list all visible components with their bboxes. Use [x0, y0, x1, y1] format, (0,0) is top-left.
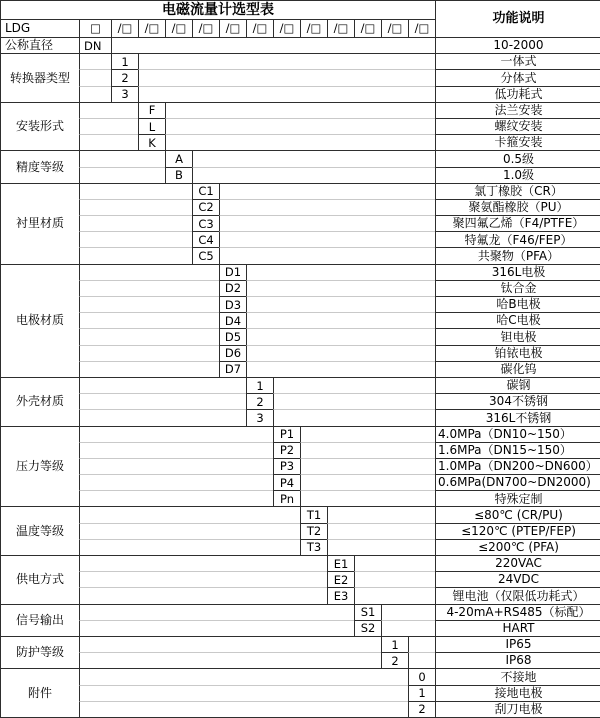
code-cell: C4: [192, 231, 219, 247]
code-cell: P1: [273, 426, 300, 442]
function-cell: 0.6MPa(DN700~DN2000): [435, 474, 600, 490]
code-cell: E3: [327, 587, 354, 603]
empty-cell: [300, 490, 435, 506]
function-cell: 1.6MPa（DN15~150）: [435, 442, 600, 458]
code-cell: 2: [111, 69, 138, 85]
model-code-box-icon: /□: [192, 19, 219, 37]
code-cell: T3: [300, 539, 327, 555]
function-cell: 0.5级: [435, 150, 600, 166]
function-cell: 钛合金: [435, 280, 600, 296]
empty-cell: [79, 442, 273, 458]
empty-cell: [354, 555, 435, 571]
function-cell: 低功耗式: [435, 86, 600, 102]
empty-cell: [79, 393, 246, 409]
function-cell: 哈B电极: [435, 296, 600, 312]
section-label: 防护等级: [1, 636, 79, 668]
function-cell: 316L电极: [435, 264, 600, 280]
empty-cell: [246, 280, 435, 296]
model-code-box-icon: /□: [327, 19, 354, 37]
empty-cell: [79, 215, 192, 231]
function-cell: 钽电极: [435, 328, 600, 344]
section-label: 附件: [1, 668, 79, 717]
code-cell: P4: [273, 474, 300, 490]
function-cell: 哈C电极: [435, 312, 600, 328]
empty-cell: [327, 539, 435, 555]
code-cell: 0: [408, 668, 435, 684]
code-cell: L: [138, 118, 165, 134]
code-cell: F: [138, 102, 165, 118]
empty-cell: [219, 231, 435, 247]
code-cell: P3: [273, 458, 300, 474]
empty-cell: [111, 37, 435, 53]
function-cell: 聚四氟乙烯（F4/PTFE）: [435, 215, 600, 231]
empty-cell: [300, 426, 435, 442]
section-label: 外壳材质: [1, 377, 79, 426]
table-title: 电磁流量计选型表: [162, 1, 274, 18]
empty-cell: [381, 620, 435, 636]
empty-cell: [79, 587, 327, 603]
function-cell: 刮刀电极: [435, 701, 600, 717]
function-cell: 接地电极: [435, 685, 600, 701]
model-prefix: LDG: [1, 19, 79, 37]
function-cell: 碳化钨: [435, 361, 600, 377]
function-cell: 卡箍安装: [435, 134, 600, 150]
code-cell: D1: [219, 264, 246, 280]
section-label: 转换器类型: [1, 53, 79, 102]
empty-cell: [138, 53, 435, 69]
code-cell: K: [138, 134, 165, 150]
function-cell: ≤200℃ (PFA): [435, 539, 600, 555]
empty-cell: [219, 247, 435, 263]
code-cell: T2: [300, 523, 327, 539]
empty-cell: [273, 393, 435, 409]
model-code-box-icon: /□: [219, 19, 246, 37]
empty-cell: [165, 134, 435, 150]
code-cell: 2: [381, 652, 408, 668]
empty-cell: [273, 409, 435, 425]
model-code-box-icon: /□: [111, 19, 138, 37]
section-label: 精度等级: [1, 150, 79, 182]
empty-cell: [79, 328, 219, 344]
empty-cell: [192, 150, 435, 166]
code-cell: 1: [246, 377, 273, 393]
empty-cell: [327, 506, 435, 522]
empty-cell: [354, 587, 435, 603]
empty-cell: [246, 361, 435, 377]
code-cell: D7: [219, 361, 246, 377]
empty-cell: [79, 409, 246, 425]
function-cell: ≤80℃ (CR/PU): [435, 506, 600, 522]
function-cell: 4-20mA+RS485（标配）: [435, 604, 600, 620]
function-cell: ≤120℃ (PTEP/FEP): [435, 523, 600, 539]
function-cell: 220VAC: [435, 555, 600, 571]
function-cell: 一体式: [435, 53, 600, 69]
code-cell: P2: [273, 442, 300, 458]
empty-cell: [79, 167, 165, 183]
model-code-box-icon: /□: [246, 19, 273, 37]
empty-cell: [300, 442, 435, 458]
code-cell: 1: [381, 636, 408, 652]
empty-cell: [381, 604, 435, 620]
section-label: 衬里材质: [1, 183, 79, 264]
code-cell: D2: [219, 280, 246, 296]
function-cell: 24VDC: [435, 571, 600, 587]
section-label: 供电方式: [1, 555, 79, 604]
empty-cell: [138, 69, 435, 85]
empty-cell: [79, 247, 192, 263]
code-cell: B: [165, 167, 192, 183]
empty-cell: [79, 458, 273, 474]
section-label: 安装形式: [1, 102, 79, 151]
model-code-box-icon: /□: [408, 19, 435, 37]
empty-cell: [300, 474, 435, 490]
function-cell: 10-2000: [435, 37, 600, 53]
function-cell: 共聚物（PFA）: [435, 247, 600, 263]
empty-cell: [79, 69, 111, 85]
function-cell: 聚氨酯橡胶（PU）: [435, 199, 600, 215]
empty-cell: [219, 215, 435, 231]
empty-cell: [165, 118, 435, 134]
model-code-box-icon: /□: [300, 19, 327, 37]
code-cell: S2: [354, 620, 381, 636]
empty-cell: [79, 296, 219, 312]
empty-cell: [79, 183, 192, 199]
code-cell: S1: [354, 604, 381, 620]
function-cell: 碳钢: [435, 377, 600, 393]
empty-cell: [79, 264, 219, 280]
code-cell: C2: [192, 199, 219, 215]
section-label: 温度等级: [1, 506, 79, 555]
code-cell: 3: [111, 86, 138, 102]
empty-cell: [79, 490, 273, 506]
empty-cell: [79, 571, 327, 587]
model-code-box-icon: /□: [354, 19, 381, 37]
empty-cell: [79, 685, 408, 701]
empty-cell: [79, 652, 381, 668]
empty-cell: [273, 377, 435, 393]
code-cell: D4: [219, 312, 246, 328]
function-cell: 特殊定制: [435, 490, 600, 506]
section-label: 公称直径: [1, 37, 79, 53]
empty-cell: [79, 539, 300, 555]
empty-cell: [327, 523, 435, 539]
empty-cell: [79, 361, 219, 377]
model-box-icon: □: [79, 19, 111, 37]
code-cell: D3: [219, 296, 246, 312]
model-code-box-icon: /□: [138, 19, 165, 37]
empty-cell: [79, 426, 273, 442]
empty-cell: [192, 167, 435, 183]
empty-cell: [79, 134, 138, 150]
function-cell: HART: [435, 620, 600, 636]
code-cell: 3: [246, 409, 273, 425]
code-cell: A: [165, 150, 192, 166]
function-cell: 304不锈钢: [435, 393, 600, 409]
empty-cell: [79, 668, 408, 684]
code-cell: 1: [111, 53, 138, 69]
empty-cell: [354, 571, 435, 587]
function-cell: 4.0MPa（DN10~150）: [435, 426, 600, 442]
empty-cell: [79, 118, 138, 134]
empty-cell: [79, 53, 111, 69]
code-cell: E2: [327, 571, 354, 587]
model-code-box-icon: /□: [273, 19, 300, 37]
code-cell: 2: [408, 701, 435, 717]
code-cell: Pn: [273, 490, 300, 506]
code-cell: E1: [327, 555, 354, 571]
empty-cell: [246, 264, 435, 280]
empty-cell: [165, 102, 435, 118]
empty-cell: [79, 604, 354, 620]
empty-cell: [408, 652, 435, 668]
section-label: 电极材质: [1, 264, 79, 377]
empty-cell: [79, 474, 273, 490]
empty-cell: [79, 312, 219, 328]
function-cell: 特氟龙（F46/FEP）: [435, 231, 600, 247]
empty-cell: [79, 555, 327, 571]
empty-cell: [246, 296, 435, 312]
empty-cell: [219, 183, 435, 199]
function-cell: 锂电池（仅限低功耗式）: [435, 587, 600, 603]
function-column-header: 功能说明: [435, 1, 600, 37]
empty-cell: [246, 328, 435, 344]
empty-cell: [79, 701, 408, 717]
empty-cell: [79, 345, 219, 361]
empty-cell: [79, 377, 246, 393]
function-cell: 1.0MPa（DN200~DN600）: [435, 458, 600, 474]
code-cell: DN: [79, 37, 111, 53]
code-cell: D6: [219, 345, 246, 361]
empty-cell: [408, 636, 435, 652]
model-code-box-icon: /□: [165, 19, 192, 37]
section-label: 信号输出: [1, 604, 79, 636]
empty-cell: [79, 620, 354, 636]
function-cell: 分体式: [435, 69, 600, 85]
code-cell: C3: [192, 215, 219, 231]
function-cell: 法兰安装: [435, 102, 600, 118]
function-cell: IP65: [435, 636, 600, 652]
function-cell: 螺纹安装: [435, 118, 600, 134]
function-cell: 316L不锈钢: [435, 409, 600, 425]
empty-cell: [138, 86, 435, 102]
function-cell: 不接地: [435, 668, 600, 684]
empty-cell: [246, 345, 435, 361]
function-cell: 1.0级: [435, 167, 600, 183]
empty-cell: [300, 458, 435, 474]
empty-cell: [79, 102, 138, 118]
empty-cell: [246, 312, 435, 328]
model-code-box-icon: /□: [381, 19, 408, 37]
empty-cell: [79, 231, 192, 247]
code-cell: D5: [219, 328, 246, 344]
section-label: 压力等级: [1, 426, 79, 507]
empty-cell: [79, 280, 219, 296]
empty-cell: [79, 523, 300, 539]
function-cell: 氯丁橡胶（CR）: [435, 183, 600, 199]
empty-cell: [219, 199, 435, 215]
code-cell: 2: [246, 393, 273, 409]
code-cell: 1: [408, 685, 435, 701]
empty-cell: [79, 199, 192, 215]
empty-cell: [79, 506, 300, 522]
code-cell: C1: [192, 183, 219, 199]
code-cell: C5: [192, 247, 219, 263]
empty-cell: [79, 636, 381, 652]
function-cell: 铂铱电极: [435, 345, 600, 361]
code-cell: T1: [300, 506, 327, 522]
empty-cell: [79, 150, 165, 166]
empty-cell: [79, 86, 111, 102]
function-cell: IP68: [435, 652, 600, 668]
